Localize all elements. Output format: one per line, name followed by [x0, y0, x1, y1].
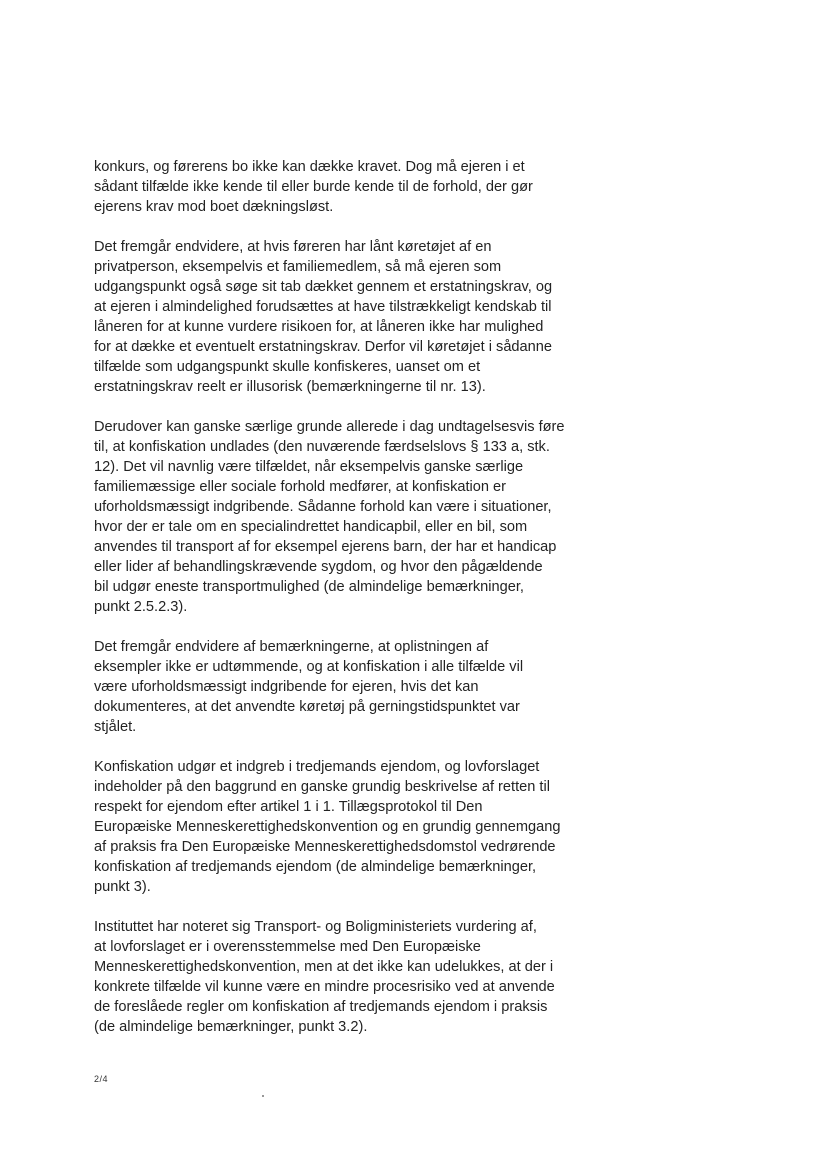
text-line: 12). Det vil navnlig være tilfældet, når eksempelvis ganske særlige — [94, 459, 524, 475]
text-line: indeholder på den baggrund en ganske grundig beskrivelse af retten til — [94, 779, 550, 795]
text-line: tilfælde som udgangspunkt skulle konfiskeres, uanset om et — [94, 359, 481, 375]
text-line: konkrete tilfælde vil kunne være en mindre procesrisiko ved at anvende — [94, 979, 555, 995]
text-line: Det fremgår endvidere af bemærkningerne, at oplistningen af — [94, 639, 489, 655]
text-line: Europæiske Menneskerettighedskonvention og en grundig gennemgang — [94, 819, 561, 835]
text-line: for at dække et eventuelt erstatningskrav. Derfor vil køretøjet i sådanne — [94, 339, 553, 355]
text-line: være uforholdsmæssigt indgribende for ejeren, hvis det kan — [94, 679, 479, 695]
text-line: Menneskerettighedskonvention, men at det ikke kan udelukkes, at der i — [94, 959, 554, 975]
text-line: dokumenteres, at det anvendte køretøj på gerningstidspunktet var — [94, 699, 520, 715]
text-line: ejerens krav mod boet dækningsløst. — [94, 199, 334, 215]
paragraph-3 — [94, 417, 574, 617]
body-text — [94, 157, 574, 1057]
text-line: eller lider af behandlingskrævende sygdom, og hvor den pågældende — [94, 559, 543, 575]
text-line: låneren for at kunne vurdere risikoen for, at låneren ikke har mulighed — [94, 319, 544, 335]
paragraph-4 — [94, 637, 574, 737]
text-line: Konfiskation udgør et indgreb i tredjemands ejendom, og lovforslaget — [94, 759, 540, 775]
paragraph-1 — [94, 157, 574, 217]
text-line: Derudover kan ganske særlige grunde allerede i dag undtagelsesvis føre — [94, 419, 565, 435]
text-line: at ejeren i almindelighed forudsættes at have tilstrækkeligt kendskab til — [94, 299, 552, 315]
text-line: uforholdsmæssigt indgribende. Sådanne forhold kan være i situationer, — [94, 499, 552, 515]
paragraph-2 — [94, 237, 574, 397]
text-line: respekt for ejendom efter artikel 1 i 1. Tillægsprotokol til Den — [94, 799, 483, 815]
text-line: erstatningskrav reelt er illusorisk (bemærkningerne til nr. 13). — [94, 379, 486, 395]
text-line: familiemæssige eller sociale forhold medfører, at konfiskation er — [94, 479, 507, 495]
text-line: til, at konfiskation undlades (den nuværende færdselslovs § 133 a, stk. — [94, 439, 550, 455]
text-line: punkt 2.5.2.3). — [94, 599, 188, 615]
text-line: Det fremgår endvidere, at hvis føreren har lånt køretøjet af en — [94, 239, 492, 255]
text-line: eksempler ikke er udtømmende, og at konfiskation i alle tilfælde vil — [94, 659, 524, 675]
paragraph-6 — [94, 917, 574, 1037]
text-line: hvor der er tale om en specialindrettet handicapbil, eller en bil, som — [94, 519, 528, 535]
text-line: privatperson, eksempelvis et familiemedlem, så må ejeren som — [94, 259, 502, 275]
text-line: punkt 3). — [94, 879, 151, 895]
text-line: stjålet. — [94, 719, 137, 735]
text-line: bil udgør eneste transportmulighed (de almindelige bemærkninger, — [94, 579, 524, 595]
text-line: sådant tilfælde ikke kende til eller burde kende til de forhold, der gør — [94, 179, 533, 195]
text-line: at lovforslaget er i overensstemmelse med Den Europæiske — [94, 939, 481, 955]
text-line: Instituttet har noteret sig Transport- og Boligministeriets vurdering af, — [94, 919, 537, 935]
text-line: af praksis fra Den Europæiske Menneskerettighedsdomstol vedrørende — [94, 839, 556, 855]
text-line: anvendes til transport af for eksempel ejerens barn, der har et handicap — [94, 539, 557, 555]
text-line: (de almindelige bemærkninger, punkt 3.2). — [94, 1019, 368, 1035]
text-line: konfiskation af tredjemands ejendom (de almindelige bemærkninger, — [94, 859, 537, 875]
scan-speck — [262, 1095, 264, 1097]
text-line: konkurs, og førerens bo ikke kan dække kravet. Dog må ejeren i et — [94, 159, 525, 175]
paragraph-5 — [94, 757, 574, 897]
text-line: udgangspunkt også søge sit tab dækket gennem et erstatningskrav, og — [94, 279, 553, 295]
page-number: 2/4 — [94, 1074, 109, 1084]
text-line: de foreslåede regler om konfiskation af tredjemands ejendom i praksis — [94, 999, 548, 1015]
